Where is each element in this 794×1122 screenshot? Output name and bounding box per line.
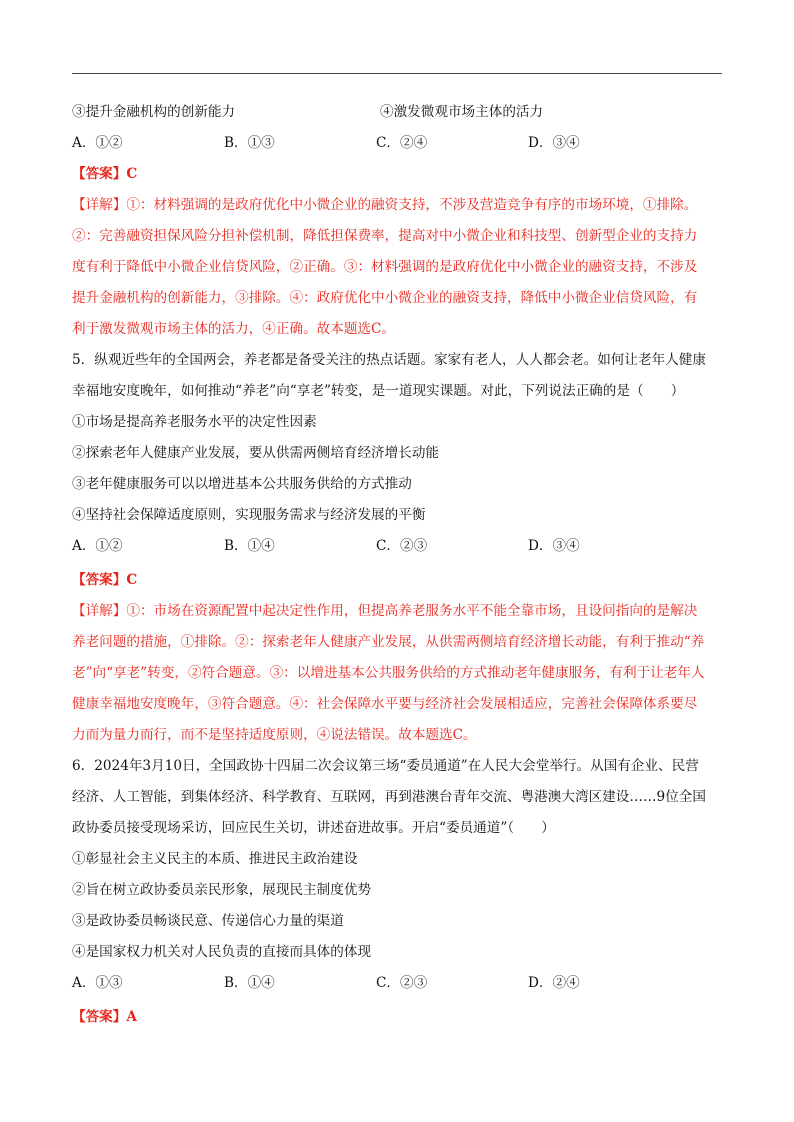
q4-option-d: D．③④ [528, 135, 580, 151]
q6-options [72, 968, 724, 999]
q4-option-b: B．①③ [224, 135, 275, 151]
q4-answer: 【答案】C [72, 166, 138, 182]
q5-stem-line: 幸福地安度晚年，如何推动“养老”向“享老”转变，是一道现实课题。对此，下列说法正确的是（ ） [72, 383, 685, 399]
q6-stem-line: 经济、人工智能，到集体经济、科学教育、互联网，再到港澳台青年交流、粤港澳大湾区建设……9位全国 [72, 789, 706, 805]
q6-statement: ④是国家权力机关对人民负责的直接而具体的体现 [72, 944, 372, 960]
q5-statement: ①市场是提高养老服务水平的决定性因素 [72, 414, 317, 430]
q5-option-a: A．①② [72, 538, 123, 554]
q4-option-a: A．①② [72, 135, 123, 151]
q6-stem-line: 政协委员接受现场采访，回应民生关切，讲述奋进故事。开启“委员通道”（ ） [72, 820, 555, 836]
q5-explanation-line: 老”向“享老”转变，②符合题意。③：以增进基本公共服务供给的方式推动老年健康服务，有利于让老年人 [72, 665, 705, 681]
q4-explanation-line: 【详解】①：材料强调的是政府优化中小微企业的融资支持，不涉及营造竞争有序的市场环境，①排除。 [72, 197, 698, 213]
q4-explanation [72, 190, 724, 345]
q6-option-b: B．①④ [224, 975, 275, 991]
q4-statements-row [72, 97, 724, 128]
q5-stem-line: 5．纵观近些年的全国两会，养老都是备受关注的热点话题。家家有老人，人人都会老。如何让老年人健康 [72, 352, 706, 368]
q6-statement: ③是政协委员畅谈民意、传递信心力量的渠道 [72, 913, 344, 929]
q6-answer: 【答案】A [72, 1009, 137, 1025]
q4-statement-3: ③提升金融机构的创新能力 [72, 104, 236, 120]
q5-explanation-line: 【详解】①：市场在资源配置中起决定性作用，但提高养老服务水平不能全靠市场，且设问指向的是解决 [72, 603, 698, 619]
q5-explanation-line: 力而为量力而行，而不是坚持适度原则，④说法错误。故本题选C。 [72, 727, 477, 743]
q5-explanation-line: 健康幸福地安度晚年，③符合题意。④：社会保障水平要与经济社会发展相适应，完善社会保障体系要尽 [72, 696, 698, 712]
q5-statement: ③老年健康服务可以以增进基本公共服务供给的方式推动 [72, 476, 412, 492]
q5-statement: ④坚持社会保障适度原则，实现服务需求与经济发展的平衡 [72, 507, 426, 523]
q6-stem-line: 6．2024年3月10日，全国政协十四届二次会议第三场“委员通道”在人民大会堂举行。从国有企业、民营 [72, 758, 699, 774]
q5-explanation-line: 养老问题的措施，①排除。②：探索老年人健康产业发展，从供需两侧培育经济增长动能，有利于推动“养 [72, 634, 705, 650]
q5-option-d: D．③④ [528, 538, 580, 554]
q5-explanation [72, 596, 724, 751]
q5-option-b: B．①④ [224, 538, 275, 554]
q6-statement: ①彰显社会主义民主的本质、推进民主政治建设 [72, 851, 358, 867]
header-rule [72, 73, 722, 74]
q5-answer: 【答案】C [72, 572, 138, 588]
q4-options [72, 128, 724, 159]
q6-statement: ②旨在树立政协委员亲民形象，展现民主制度优势 [72, 882, 372, 898]
q4-explanation-line: 利于激发微观市场主体的活力，④正确。故本题选C。 [72, 321, 396, 337]
q4-explanation-line: 提升金融机构的创新能力，③排除。④：政府优化中小微企业的融资支持，降低中小微企业信贷风险，有 [72, 290, 698, 306]
q6-option-c: C．②③ [376, 975, 428, 991]
q4-statement-4: ④激发微观市场主体的活力 [380, 104, 544, 120]
q5-statement: ②探索老年人健康产业发展，要从供需两侧培育经济增长动能 [72, 445, 440, 461]
q6-option-d: D．②④ [528, 975, 580, 991]
q4-explanation-line: 度有利于降低中小微企业信贷风险，②正确。③：材料强调的是政府优化中小微企业的融资支持，不涉及 [72, 259, 698, 275]
q4-option-c: C．②④ [376, 135, 428, 151]
q5-options [72, 531, 724, 562]
q4-explanation-line: ②：完善融资担保风险分担补偿机制，降低担保费率，提高对中小微企业和科技型、创新型企业的支持力 [72, 228, 698, 244]
q5-option-c: C．②③ [376, 538, 428, 554]
q6-option-a: A．①③ [72, 975, 123, 991]
page-content [72, 97, 724, 1033]
